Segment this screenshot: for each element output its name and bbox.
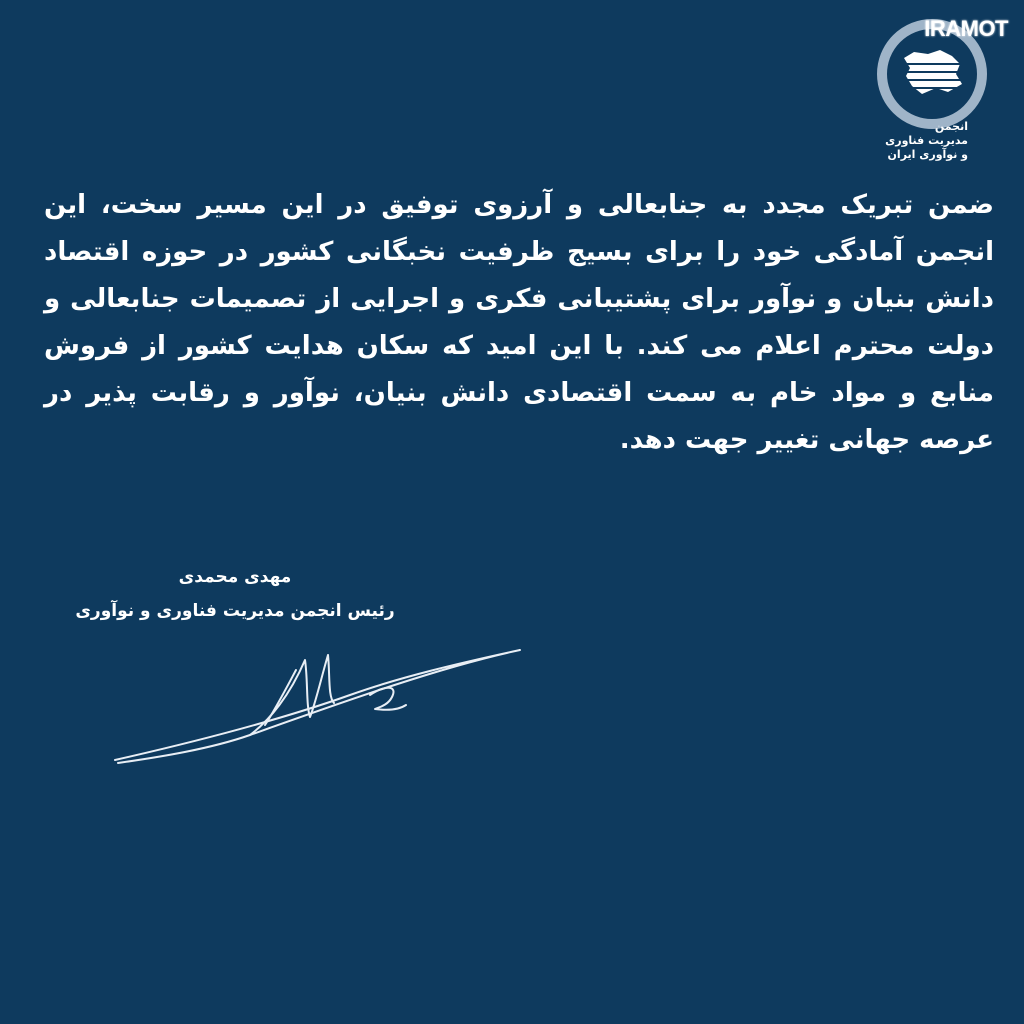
signatory-title: رئیس انجمن مدیریت فناوری و نوآوری [75,601,395,621]
logo-wordmark: IRAMOT [924,16,1008,41]
logo-subtitle-line-3: و نوآوری ایران [887,148,968,161]
iramot-logo [852,12,1012,162]
logo-subtitle-line-2: مدیریت فناوری [885,134,968,147]
handwritten-signature [100,625,530,775]
signatory-block [40,560,430,628]
signatory-name: مهدی محمدی [178,567,292,587]
logo-subtitle-line-1: انجمن [934,120,968,133]
letter-body: ضمن تبریک مجدد به جنابعالی و آرزوی توفیق در این مسیر سخت، این انجمن آمادگی خود را برای بسیج ظرفیت نخبگانی کشور در حوزه اقتصاد دانش بنیان و نوآور برای پشتیبانی فکری و اجرایی از تصمیمات جنابعالی و دولت محترم اعلام می کند. با این امید که سکان هدایت کشور از فروش منابع و مواد خام به سمت اقتصادی دانش بنیان، نوآور و رقابت پذیر در عرصه جهانی تغییر جهت دهد. [44,190,994,455]
